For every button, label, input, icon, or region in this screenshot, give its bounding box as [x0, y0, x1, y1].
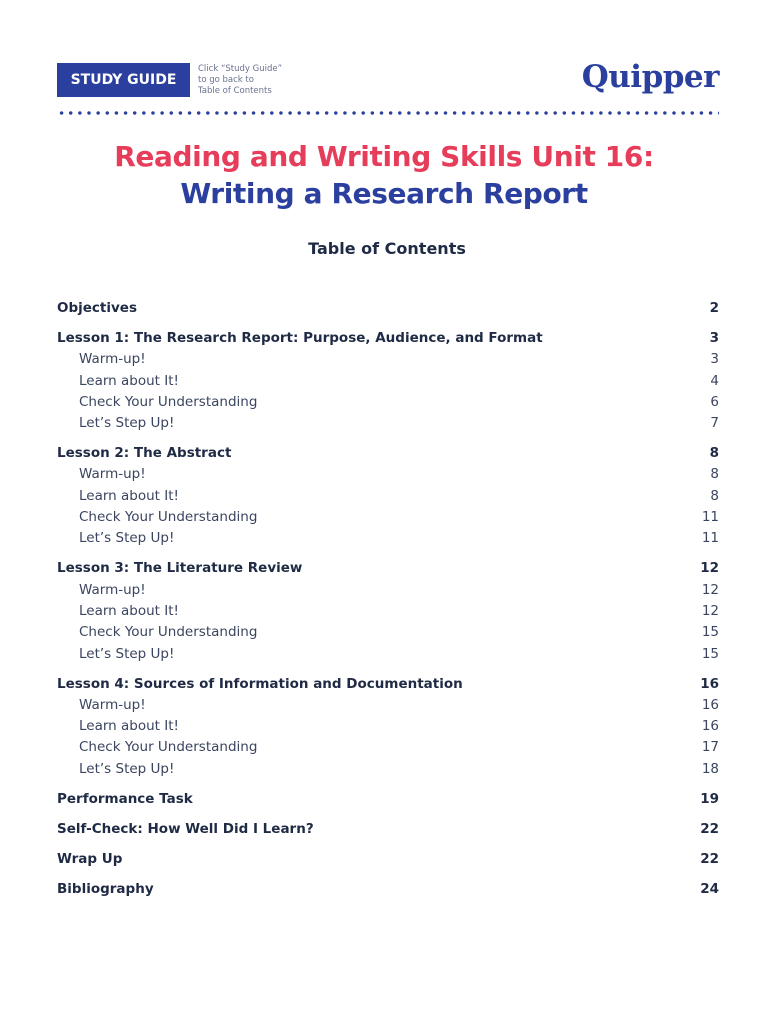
toc-entry-page: 11: [701, 530, 719, 547]
toc-entry-label: Performance Task: [57, 790, 193, 807]
toc-entry-page: 19: [700, 790, 719, 807]
toc-entry-page: 4: [710, 372, 719, 389]
toc-entry-page: 15: [701, 645, 719, 662]
toc-entry-page: 18: [701, 760, 719, 777]
toc-entry[interactable]: [57, 328, 719, 349]
toc-entry-label: Warm-up!: [79, 351, 146, 368]
toc-subentry[interactable]: [57, 622, 719, 643]
toc-entry-label: Bibliography: [57, 880, 154, 897]
toc-entry-label: Warm-up!: [79, 581, 146, 598]
toc-entry-page: 8: [709, 445, 719, 462]
toc-subentry[interactable]: [57, 349, 719, 370]
toc-entry[interactable]: [57, 674, 719, 695]
page-header: [57, 59, 719, 99]
toc-entry-page: 12: [701, 581, 719, 598]
toc-entry-label: Lesson 3: The Literature Review: [57, 560, 303, 577]
toc-entry-page: 7: [710, 415, 719, 432]
toc-entry-label: Let’s Step Up!: [79, 530, 175, 547]
toc-entry-label: Warm-up!: [79, 466, 146, 483]
toc-entry-page: 17: [701, 739, 719, 756]
toc-entry-page: 16: [701, 696, 719, 713]
toc-subentry[interactable]: [57, 644, 719, 665]
toc-entry-page: 22: [700, 820, 719, 837]
toc-entry-page: 16: [701, 718, 719, 735]
toc-subentry[interactable]: [57, 486, 719, 507]
toc-entry-page: 22: [700, 850, 719, 867]
unit-subtitle: Writing a Research Report: [180, 177, 588, 210]
toc-entry-label: Wrap Up: [57, 850, 123, 867]
dotted-divider: [57, 111, 719, 115]
toc-entry-page: 6: [710, 393, 719, 410]
toc-subentry[interactable]: [57, 716, 719, 737]
toc-subentry[interactable]: [57, 580, 719, 601]
toc-entry-page: 8: [710, 466, 719, 483]
toc-subentry[interactable]: [57, 695, 719, 716]
toc-entry-label: Lesson 1: The Research Report: Purpose, Audience, and Format: [57, 329, 543, 346]
study-guide-button[interactable]: STUDY GUIDE: [57, 63, 190, 97]
toc-entry-label: Let’s Step Up!: [79, 415, 175, 432]
toc-entry-page: 3: [710, 351, 719, 368]
toc-entry-label: Learn about It!: [79, 487, 179, 504]
toc-entry-label: Let’s Step Up!: [79, 760, 175, 777]
toc-entry-page: 8: [710, 487, 719, 504]
table-of-contents: [57, 298, 719, 900]
toc-entry-page: 2: [709, 300, 719, 316]
toc-entry[interactable]: [57, 298, 719, 319]
toc-entry-page: 24: [700, 880, 719, 897]
toc-subentry[interactable]: [57, 507, 719, 528]
toc-entry-page: 16: [700, 675, 719, 692]
toc-subentry[interactable]: [57, 464, 719, 485]
hint-line: to go back to: [198, 75, 254, 85]
toc-subentry[interactable]: [57, 392, 719, 413]
toc-entry-label: Learn about It!: [79, 372, 179, 389]
toc-entry[interactable]: [57, 849, 719, 870]
toc-entry-label: Check Your Understanding: [79, 393, 258, 410]
toc-entry-label: Check Your Understanding: [79, 624, 258, 641]
toc-subentry[interactable]: [57, 759, 719, 780]
toc-entry-label: Let’s Step Up!: [79, 645, 175, 662]
toc-entry[interactable]: [57, 443, 719, 464]
toc-entry-page: 11: [701, 509, 719, 526]
unit-title: Reading and Writing Skills Unit 16:: [114, 140, 654, 173]
study-guide-hint: [198, 64, 282, 97]
quipper-logo: Quipper: [581, 59, 719, 95]
toc-entry-page: 15: [701, 624, 719, 641]
toc-entry-label: Objectives: [57, 300, 137, 316]
toc-subentry[interactable]: [57, 601, 719, 622]
toc-entry[interactable]: [57, 558, 719, 579]
toc-entry-label: Learn about It!: [79, 718, 179, 735]
toc-heading: Table of Contents: [308, 239, 466, 258]
toc-subentry[interactable]: [57, 371, 719, 392]
toc-entry[interactable]: [57, 879, 719, 900]
toc-entry[interactable]: [57, 819, 719, 840]
toc-subentry[interactable]: [57, 737, 719, 758]
toc-entry-label: Lesson 2: The Abstract: [57, 445, 232, 462]
toc-entry[interactable]: [57, 789, 719, 810]
toc-entry-label: Check Your Understanding: [79, 739, 258, 756]
toc-entry-label: Lesson 4: Sources of Information and Documentation: [57, 675, 463, 692]
toc-entry-label: Warm-up!: [79, 696, 146, 713]
toc-entry-page: 3: [709, 329, 719, 346]
toc-entry-page: 12: [701, 602, 719, 619]
toc-subentry[interactable]: [57, 528, 719, 549]
hint-line: Table of Contents: [198, 86, 272, 96]
toc-entry-label: Learn about It!: [79, 602, 179, 619]
toc-entry-page: 12: [700, 560, 719, 577]
toc-entry-label: Self-Check: How Well Did I Learn?: [57, 820, 314, 837]
hint-line: Click “Study Guide”: [198, 64, 282, 74]
toc-entry-label: Check Your Understanding: [79, 509, 258, 526]
toc-subentry[interactable]: [57, 413, 719, 434]
